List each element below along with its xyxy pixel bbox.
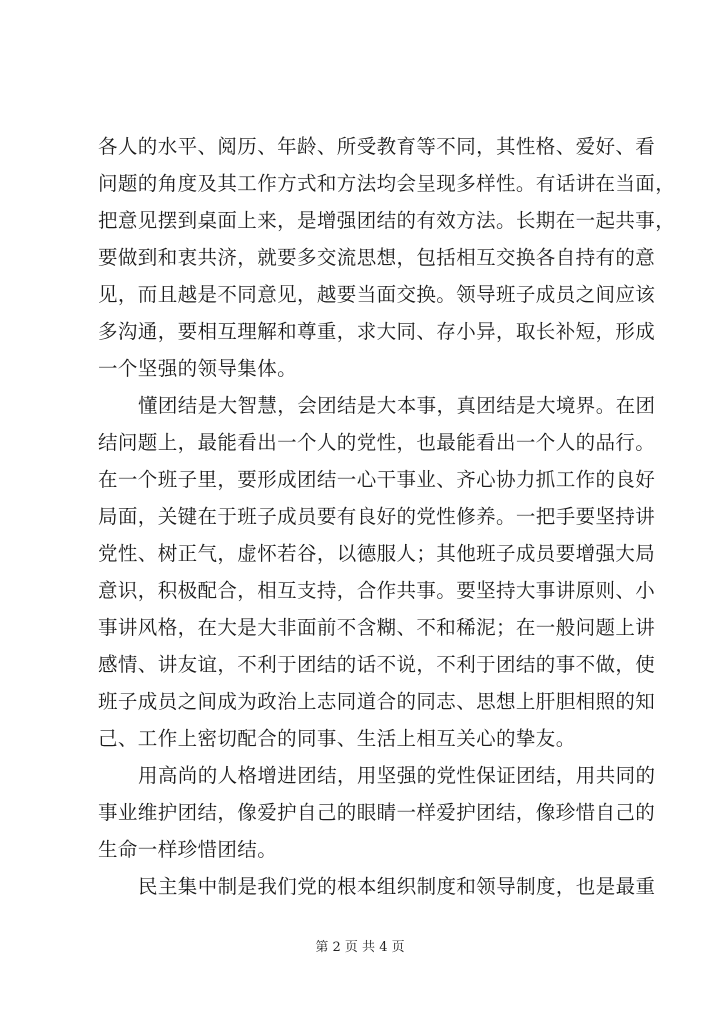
text-line: 在一个班子里，要形成团结一心干事业、齐心协力抓工作的良好	[98, 468, 656, 491]
text-line: 事讲风格，在大是大非面前不含糊、不和稀泥；在一般问题上讲	[98, 616, 656, 639]
text-line: 生命一样珍惜团结。	[98, 838, 278, 861]
text-line: 感情、讲友谊，不利于团结的话不说，不利于团结的事不做，使	[98, 653, 656, 676]
text-line: 见，而且越是不同意见，越要当面交换。领导班子成员之间应该	[98, 283, 656, 306]
text-line: 局面，关键在于班子成员要有良好的党性修养。一把手要坚持讲	[98, 505, 656, 528]
text-line: 事业维护团结，像爱护自己的眼睛一样爱护团结，像珍惜自己的	[98, 801, 656, 824]
text-line: 多沟通，要相互理解和尊重，求大同、存小异，取长补短，形成	[98, 320, 656, 343]
text-line: 己、工作上密切配合的同事、生活上相互关心的挚友。	[98, 727, 576, 750]
text-line: 要做到和衷共济，就要多交流思想，包括相互交换各自持有的意	[98, 246, 656, 269]
text-line: 班子成员之间成为政治上志同道合的同志、思想上肝胆相照的知	[98, 690, 656, 713]
paragraph-first-line: 民主集中制是我们党的根本组织制度和领导制度，也是最重	[138, 875, 656, 898]
text-line: 一个坚强的领导集体。	[98, 357, 298, 380]
page-number-footer: 第 2 页 共 4 页	[315, 940, 405, 955]
text-line: 党性、树正气，虚怀若谷，以德服人；其他班子成员要增强大局	[98, 542, 656, 565]
paragraph-first-line: 用高尚的人格增进团结，用坚强的党性保证团结，用共同的	[138, 764, 656, 787]
text-line: 结问题上，最能看出一个人的党性，也最能看出一个人的品行。	[98, 431, 656, 454]
text-line: 意识，积极配合，相互支持，合作共事。要坚持大事讲原则、小	[98, 579, 656, 602]
text-line: 问题的角度及其工作方式和方法均会呈现多样性。有话讲在当面，	[98, 172, 676, 195]
text-line: 把意见摆到桌面上来，是增强团结的有效方法。长期在一起共事，	[98, 209, 676, 232]
paragraph-first-line: 懂团结是大智慧，会团结是大本事，真团结是大境界。在团	[138, 394, 656, 417]
text-line: 各人的水平、阅历、年龄、所受教育等不同，其性格、爱好、看	[98, 135, 656, 158]
